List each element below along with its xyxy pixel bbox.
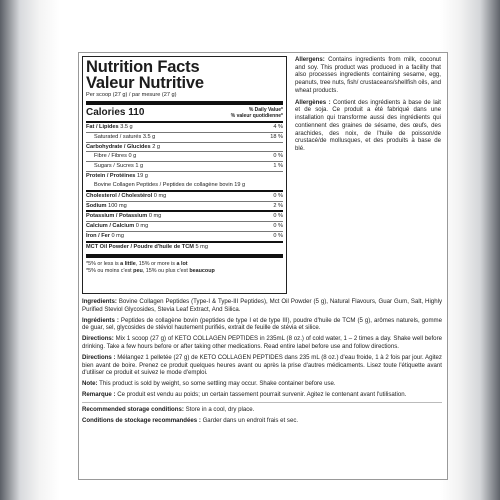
nutrient-amount: 1 g — [135, 163, 144, 170]
ingredients-fr-text: Peptides de collagène bovin (peptides de type I et de type III), poudre d'huile de TCM (5 g), arômes naturels, gomme de guar, sel, glycosides de stéviol hautement purifiés, extrait de feuille de stévia et silice. — [82, 316, 442, 332]
nutrient-dv: 0 % — [273, 213, 283, 220]
nutrient-dv: 0 % — [273, 232, 283, 239]
footnote-text: , 15% or more is — [135, 260, 177, 267]
directions-en — [82, 335, 442, 351]
note-en-label: Note: — [82, 380, 98, 388]
nutrient-row-cholesterol — [86, 192, 283, 201]
directions-fr-text: Mélangez 1 pelletée (27 g) de KETO COLLAGEN PEPTIDES dans 235 mL (8 oz.) d'eau froide, 1 à 2 fois par jour. Agitez bien avant de boire. Prenez ce produit quelques heures avant ou après la prise d'autres médicaments. Lisez toute l'étiquette avant d'utiliser ce produit et suivez le mode d'emploi. — [82, 353, 442, 377]
nutrient-label: Protein / Protéines — [86, 173, 136, 180]
serving-size: Per scoop (27 g) / par mesure (27 g) — [86, 92, 177, 98]
allergens-fr — [295, 99, 441, 153]
nutrient-label: Cholesterol / Cholestérol — [86, 192, 153, 199]
storage-en-text: Store in a cool, dry place. — [185, 405, 255, 413]
storage-fr-label: Conditions de stockage recommandées : — [82, 416, 201, 424]
footnote-text: , 15% ou plus c'est — [142, 267, 190, 274]
dv-header-en: % Daily Value* — [248, 107, 283, 113]
nutrient-amount: 100 mg — [108, 202, 127, 209]
daily-value-header — [231, 108, 283, 119]
nutrient-row-carbohydrate — [86, 142, 283, 152]
allergens-en-label: Allergens: — [295, 56, 325, 63]
nutrient-amount: 3.5 g — [142, 133, 156, 140]
storage-fr-text: Garder dans un endroit frais et sec. — [202, 416, 299, 424]
footnote-bold: a lot — [176, 260, 188, 267]
divider-thick — [86, 101, 283, 105]
nutrient-label: Potassium / Potassium — [86, 213, 148, 220]
nutrient-amount: 3.5 g — [120, 124, 133, 130]
calories-label: Calories 110 — [86, 106, 145, 118]
nutrient-row-collagen — [86, 181, 283, 190]
nutrient-row-mct — [86, 243, 283, 252]
nutrient-label: Fibre / Fibres — [94, 153, 127, 160]
ingredients-en-label: Ingredients: — [82, 298, 117, 305]
nutrient-amount: 0 g — [128, 153, 137, 160]
product-info-section — [82, 298, 442, 427]
nutrition-title-fr: Valeur Nutritive — [86, 74, 204, 92]
nutrient-row-calcium — [86, 221, 283, 231]
directions-en-text: Mix 1 scoop (27 g) of KETO COLLAGEN PEPTIDES in 235mL (8 oz.) of cold water, 1 – 2 times a day. Shake well before drinking. Take a few hours before or after taking other medications. Read entire label before use and follow directions. — [82, 335, 442, 350]
nutrient-label: Iron / Fer — [86, 232, 110, 239]
nutrition-title-en: Nutrition Facts — [86, 58, 200, 76]
nutrient-label: Carbohydrate / Glucides — [86, 143, 151, 150]
nutrient-label: Saturated / saturés — [94, 133, 142, 140]
nutrient-label: Fat / Lipides — [86, 124, 119, 130]
ingredients-fr — [82, 317, 442, 333]
allergens-en-text: Contains ingredients from milk, coconut and soy. This product was produced in a facility that also processes ingredients containing sesame, egg, peanuts, tree nuts, fish/ crustaceans/shellfish oils, and wheat products. — [295, 56, 441, 94]
nutrient-label: Sodium — [86, 202, 107, 209]
footnote-text: *5% or less is — [86, 260, 121, 267]
nutrient-row-fat — [86, 123, 283, 132]
nutrient-dv: 1 % — [273, 163, 283, 170]
footnote-text: *5% ou moins c'est — [86, 267, 134, 274]
note-fr-label: Remarque : — [82, 390, 116, 398]
nutrient-amount: 2 g — [152, 143, 160, 150]
nutrient-row-potassium — [86, 212, 283, 221]
nutrient-amount: 0 mg — [135, 223, 149, 230]
calories-row — [86, 106, 283, 121]
nutrient-label: MCT Oil Powder / Poudre d'huile de TCM — [86, 243, 194, 250]
ingredients-fr-label: Ingrédients : — [82, 316, 119, 324]
allergens-fr-label: Allergènes : — [295, 98, 331, 106]
allergens-section — [295, 56, 441, 157]
storage-fr — [82, 417, 442, 425]
note-en — [82, 380, 442, 388]
nutrient-row-saturated — [86, 132, 283, 142]
allergens-en — [295, 56, 441, 95]
storage-en — [82, 406, 442, 414]
divider-thick — [86, 254, 283, 258]
nutrient-dv: 4 % — [273, 124, 283, 130]
ingredients-en-text: Bovine Collagen Peptides (Type-I & Type-III Peptides), Mct Oil Powder (5 g), Natural Flavours, Guar Gum, Salt, Highly Purified Steviol Glycosides, Stevia Leaf Extract, And Silica. — [82, 298, 442, 313]
nutrient-dv: 2 % — [273, 202, 283, 209]
nutrient-amount: 5 mg — [195, 243, 208, 250]
product-label — [78, 52, 448, 480]
nutrient-amount: 0 mg — [153, 192, 167, 199]
nutrient-label: Bovine Collagen Peptides / Peptides de collagène bovin 19 g — [94, 181, 246, 188]
footnote-bold: peu — [133, 267, 143, 274]
footnote-fr — [86, 268, 283, 275]
storage-en-label: Recommended storage conditions: — [82, 405, 184, 413]
directions-fr-label: Directions : — [82, 353, 116, 361]
nutrient-row-sodium — [86, 201, 283, 211]
nutrient-label: Sugars / Sucres — [94, 163, 134, 170]
nutrient-row-fibre — [86, 151, 283, 161]
nutrient-dv: 0 % — [273, 223, 283, 230]
directions-fr — [82, 354, 442, 377]
nutrient-amount: 0 mg — [111, 232, 124, 239]
nutrient-label: Calcium / Calcium — [86, 223, 135, 230]
note-fr-text: Ce produit est vendu au poids; un certain tassement pourrait survenir. Agitez le contenant avant l'utilisation. — [117, 390, 407, 398]
nutrient-dv: 0 % — [273, 153, 283, 160]
nutrient-row-protein — [86, 171, 283, 181]
note-en-text: This product is sold by weight, so some settling may occur. Shake container before use. — [99, 380, 336, 388]
nutrient-amount: 0 mg — [148, 213, 162, 220]
footnote-bold: a little — [120, 260, 136, 267]
dv-header-fr: % valeur quotidienne* — [230, 112, 283, 119]
footnote-bold: beaucoup — [189, 267, 215, 274]
divider — [82, 402, 442, 403]
nutrient-amount: 19 g — [137, 173, 148, 180]
nutrition-facts-panel — [82, 56, 287, 294]
directions-en-label: Directions: — [82, 335, 114, 343]
allergens-fr-text: Contient des ingrédients à base de lait et de soja. Ce produit a été fabriqué dans une installation qui transforme aussi des ingrédients qui contiennent des graines de sésame, des œufs, des arachides, des noix, de l'huile de poisson/de crustacé/de mollusques, et des produits à base de blé. — [295, 98, 441, 153]
daily-value-footnote — [86, 259, 283, 275]
ingredients-en — [82, 298, 442, 314]
nutrient-row-iron — [86, 231, 283, 241]
nutrient-dv: 18 % — [270, 133, 283, 140]
note-fr — [82, 391, 442, 399]
nutrient-row-sugars — [86, 161, 283, 171]
footnote-en — [86, 261, 283, 268]
nutrient-dv: 0 % — [273, 192, 283, 199]
